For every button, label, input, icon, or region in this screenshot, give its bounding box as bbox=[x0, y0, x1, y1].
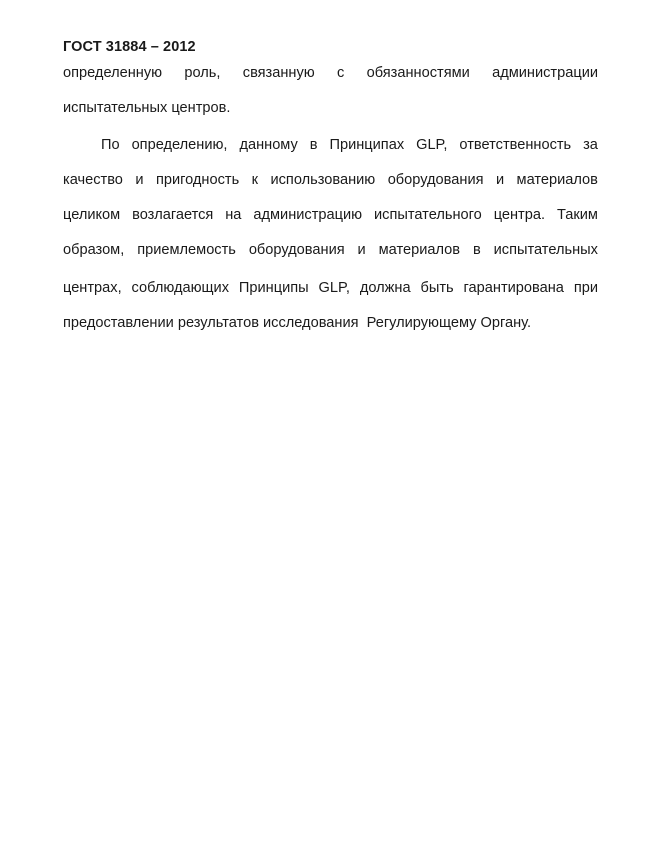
text-line bbox=[63, 171, 598, 189]
word: за bbox=[583, 137, 598, 153]
word: соблюдающих bbox=[131, 280, 229, 296]
word: возлагается bbox=[132, 207, 214, 223]
word: и bbox=[135, 172, 144, 188]
word: администрацию bbox=[253, 207, 363, 223]
word: Принципы bbox=[238, 280, 309, 296]
word: испытательных bbox=[493, 242, 598, 258]
word: Принципах bbox=[329, 137, 405, 153]
word: оборудования bbox=[248, 242, 345, 258]
text-line bbox=[63, 64, 598, 82]
word: при bbox=[573, 280, 598, 296]
word: приемлемость bbox=[137, 242, 236, 258]
word: роль, bbox=[184, 65, 221, 81]
word: использованию bbox=[270, 172, 376, 188]
word: центрах, bbox=[63, 280, 122, 296]
word: ответственность bbox=[459, 137, 572, 153]
word: гарантирована bbox=[463, 280, 564, 296]
word: материалов bbox=[378, 242, 461, 258]
text-line bbox=[101, 136, 598, 154]
word: должна bbox=[359, 280, 411, 296]
word: пригодность bbox=[155, 172, 240, 188]
word: По bbox=[101, 137, 120, 153]
word: и bbox=[357, 242, 366, 258]
text-line: предоставлении результатов исследования Регулирующему Органу. bbox=[63, 315, 532, 331]
word: данному bbox=[239, 137, 298, 153]
word: к bbox=[251, 172, 259, 188]
word: определению, bbox=[131, 137, 228, 153]
word: образом, bbox=[63, 242, 125, 258]
word: GLP, bbox=[416, 137, 448, 153]
word: материалов bbox=[516, 172, 598, 188]
text-line bbox=[63, 206, 598, 224]
word: на bbox=[225, 207, 242, 223]
text-line: испытательных центров. bbox=[63, 100, 231, 116]
word: оборудования bbox=[387, 172, 484, 188]
word: определенную bbox=[63, 65, 163, 81]
word: администрации bbox=[492, 65, 598, 81]
word: качество bbox=[63, 172, 123, 188]
text-line bbox=[63, 241, 598, 259]
word: обязанностями bbox=[366, 65, 470, 81]
word: с bbox=[337, 65, 345, 81]
word: испытательного bbox=[374, 207, 482, 223]
word: в bbox=[309, 137, 318, 153]
word: связанную bbox=[242, 65, 315, 81]
word: и bbox=[495, 172, 505, 188]
word: центра. bbox=[493, 207, 546, 223]
standard-header: ГОСТ 31884 – 2012 bbox=[63, 39, 196, 55]
word: целиком bbox=[63, 207, 121, 223]
text-line bbox=[63, 279, 598, 297]
word: Таким bbox=[556, 207, 598, 223]
word: в bbox=[472, 242, 481, 258]
word: быть bbox=[420, 280, 454, 296]
word: GLP, bbox=[318, 280, 350, 296]
